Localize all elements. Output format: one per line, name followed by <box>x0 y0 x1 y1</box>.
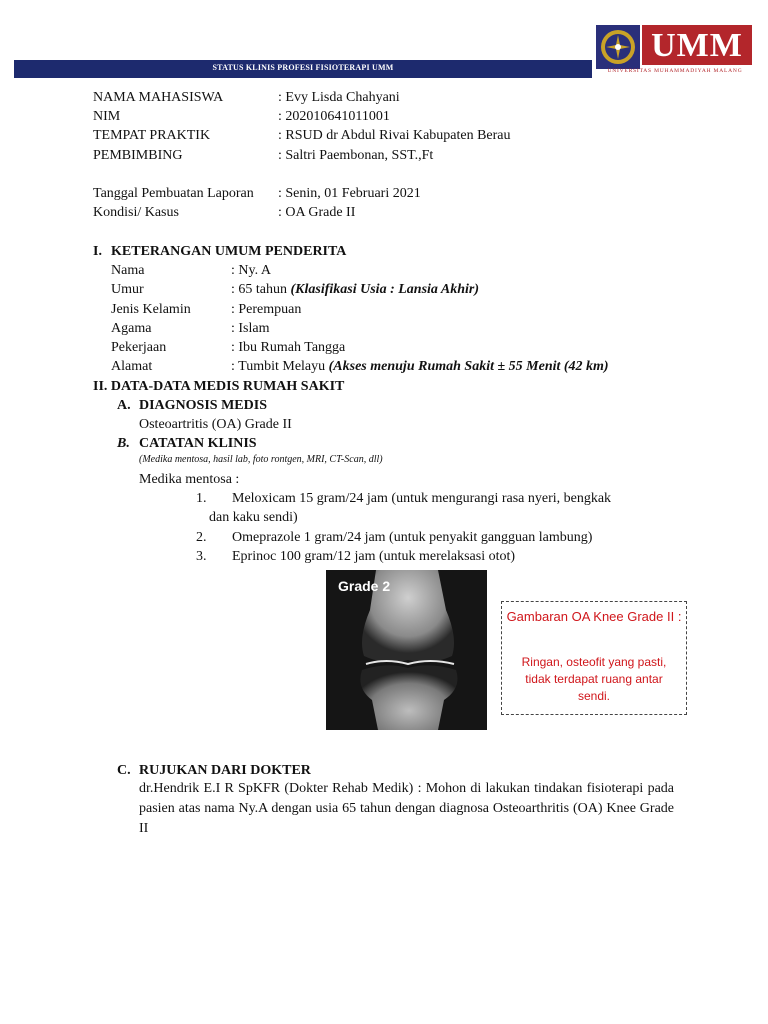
tempat-praktik-value: : RSUD dr Abdul Rivai Kabupaten Berau <box>278 128 511 143</box>
university-emblem-icon <box>596 25 640 69</box>
section-a-heading: DIAGNOSIS MEDIS <box>139 398 267 413</box>
tanggal-value: : Senin, 01 Februari 2021 <box>278 186 421 201</box>
identity-label: Umur <box>111 282 144 297</box>
identity-value: : 65 tahun (Klasifikasi Usia : Lansia Akhir) <box>231 282 480 297</box>
logo-wordmark <box>642 25 752 65</box>
medika-mentosa-label: Medika mentosa : <box>139 472 240 487</box>
identity-label: Jenis Kelamin <box>111 302 191 317</box>
identity-label: Pekerjaan <box>111 340 167 355</box>
header-bar <box>14 60 592 78</box>
pembimbing-label: PEMBIMBING <box>93 148 183 163</box>
nama-mahasiswa-label: NAMA MAHASISWA <box>93 90 224 105</box>
med-number: 1. <box>196 491 207 506</box>
pembimbing-value: : Saltri Paembonan, SST.,Ft <box>278 148 434 163</box>
med-text-continued: dan kaku sendi) <box>209 510 298 525</box>
med-text: Eprinoc 100 gram/12 jam (untuk merelaksasi otot) <box>232 549 516 564</box>
umm-logo <box>594 22 756 78</box>
tempat-praktik-label: TEMPAT PRAKTIK <box>93 128 211 143</box>
logo-text: UMM <box>651 27 743 64</box>
section1-number: I. <box>93 244 102 259</box>
section-c-letter: C. <box>117 763 131 778</box>
nim-value: : 202010641011001 <box>278 109 390 124</box>
section-b-letter: B. <box>117 436 130 451</box>
section-a-letter: A. <box>117 398 131 413</box>
identity-value: : Ibu Rumah Tangga <box>231 340 346 355</box>
logo-subtitle: UNIVERSITAS MUHAMMADIYAH MALANG <box>607 68 743 74</box>
nim-label: NIM <box>93 109 121 124</box>
kondisi-label: Kondisi/ Kasus <box>93 205 179 220</box>
med-text: Omeprazole 1 gram/24 jam (untuk penyakit gangguan lambung) <box>232 530 593 545</box>
callout-title: Gambaran OA Knee Grade II : <box>506 609 682 624</box>
identity-label: Nama <box>111 263 145 278</box>
tanggal-label: Tanggal Pembuatan Laporan <box>93 186 254 201</box>
knee-xray-drawing <box>326 570 487 730</box>
xray-callout-box <box>501 601 687 715</box>
identity-value: : Perempuan <box>231 302 302 317</box>
med-number: 3. <box>196 549 207 564</box>
section-c-heading: RUJUKAN DARI DOKTER <box>139 763 311 778</box>
xray-grade-label: Grade 2 <box>338 578 391 594</box>
section2-heading: II. DATA-DATA MEDIS RUMAH SAKIT <box>93 379 345 394</box>
identity-label: Agama <box>111 321 152 336</box>
diagnosis-text: Osteoartritis (OA) Grade II <box>139 417 292 432</box>
identity-label: Alamat <box>111 359 153 374</box>
identity-value: : Ny. A <box>231 263 271 278</box>
identity-value: : Tumbit Melayu (Akses menuju Rumah Sakit ± 55 Menit (42 km) <box>231 359 609 374</box>
section1-heading: KETERANGAN UMUM PENDERITA <box>111 244 347 259</box>
header-bar-title: STATUS KLINIS PROFESI FISIOTERAPI UMM <box>212 63 394 72</box>
med-number: 2. <box>196 530 207 545</box>
catatan-note: (Medika mentosa, hasil lab, foto rontgen, MRI, CT-Scan, dll) <box>139 454 383 465</box>
section-b-heading: CATATAN KLINIS <box>139 436 257 451</box>
callout-body: Ringan, osteofit yang pasti, tidak terdapat ruang antar sendi. <box>521 655 667 703</box>
med-text: Meloxicam 15 gram/24 jam (untuk mengurangi rasa nyeri, bengkak <box>232 491 612 506</box>
identity-value: : Islam <box>231 321 270 336</box>
knee-xray-image <box>326 570 487 730</box>
rujukan-text: dr.Hendrik E.I R SpKFR (Dokter Rehab Medik) : Mohon di lakukan tindakan fisioterapi pada pasien atas nama Ny.A dengan usia 65 tahun dengan diagnosa Osteoarthritis (OA) Knee Grade II <box>139 781 674 836</box>
nama-mahasiswa-value: : Evy Lisda Chahyani <box>278 90 400 105</box>
kondisi-value: : OA Grade II <box>278 205 356 220</box>
